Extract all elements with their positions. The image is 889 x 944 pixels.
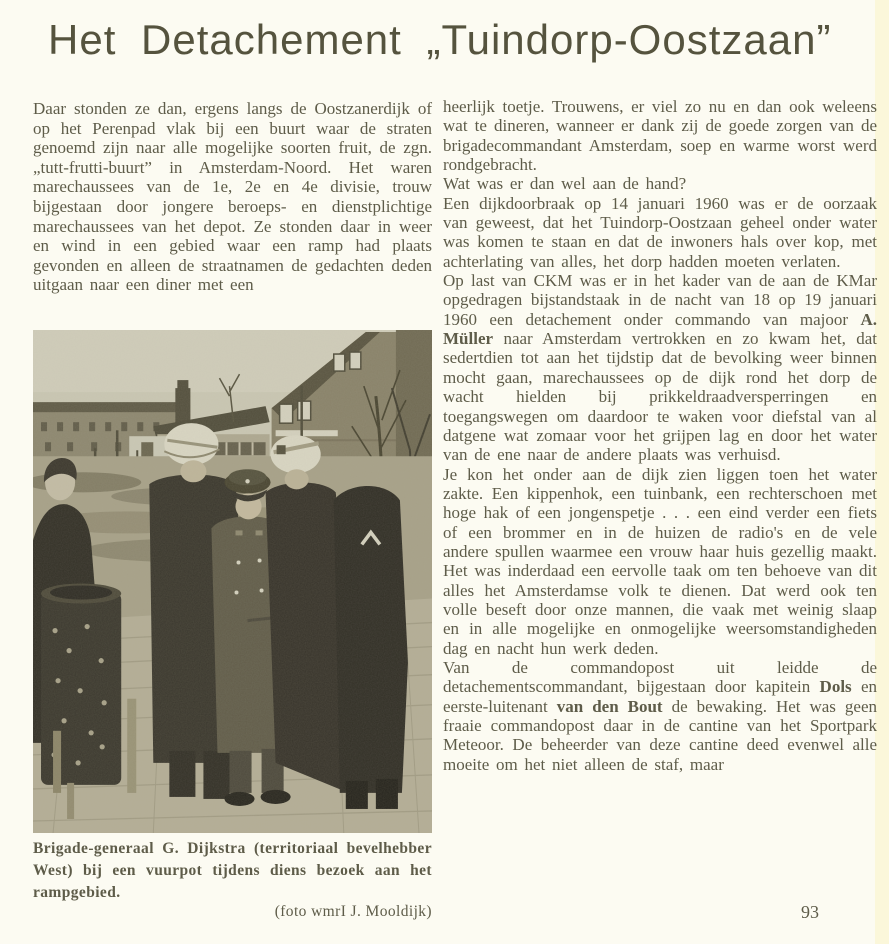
- paragraph: Het was inderdaad een eervolle taak om ten behoeve van dit alles het Amsterdamse volk te dienen. Dat werd ook ten volle beseft door onze mannen, die vaak met weinig slaap en in alle mogelijke en onmogelijke weersomstandigheden dag en nacht hun werk deden.: [443, 561, 877, 658]
- paragraph: Daar stonden ze dan, ergens langs de Oostzanerdijk of op het Perenpad vlak bij een buurt waar de straten genoemd zijn naar alle mogelijke soorten fruit, de zgn. „tutt-frutti-buurt” in Amsterdam-Noord. Het waren marechaussees van de 1e, 2e en 4e divisie, trouw bijgestaan door jongere beroeps- en dienstplichtige marechaussees van het depot. Ze stonden daar in weer en wind in een gebied waar een ramp had plaats gevonden en alleen de straatnamen de gedachten deden uitgaan naar een diner met een: [33, 99, 432, 295]
- paragraph: Op last van CKM was er in het kader van de aan de KMar opgedragen bijstandstaak in de nacht van 18 op 19 januari 1960 een detachement onder commando van majoor A. Müller naar Amsterdam vertrokken en zo kwam het, dat sedertdien tot aan het tijdstip dat de bevolking weer binnen mocht gaan, marechaussees op de dijk rond het dorp de wacht hielden bij prikkeldraadversperringen en toegangswegen om daardoor te waken voor diefstal van al datgene wat zomaar voor het grijpen lag en door het water van de ene naar de andere plaats was verhuisd.: [443, 271, 877, 465]
- article-title: Het Detachement „Tuindorp-Oostzaan”: [48, 16, 832, 63]
- page-edge-strip: [875, 0, 889, 944]
- photo-caption: Brigade-generaal G. Dijkstra (territoriaal bevelhebber West) bij een vuurpot tijdens diens bezoek aan het rampgebied.: [33, 840, 432, 901]
- photo-flood-scene: [33, 330, 432, 833]
- paragraph: Wat was er dan wel aan de hand?: [443, 174, 687, 194]
- left-column: [33, 99, 432, 295]
- right-column: [443, 97, 877, 774]
- photo-image: [33, 330, 432, 833]
- paragraph: Je kon het onder aan de dijk zien liggen toen het water zakte. Een kippenhok, een tuinbank, een rechterschoen met hoge hak of een jongenspetje . . . een eind verder een fiets of een brommer en in de huizen de radio's en de vele andere spullen waarmee een vrouw haar huis gezellig maakt.: [443, 464, 877, 561]
- paragraph: Van de commandopost uit leidde de detachementscommandant, bijgestaan door kapitein Dols en eerste-luitenant van den Bout de bewaking. Het was geen fraaie commandopost daar in de cantine van het Sportpark Meteoor. De beheerder van deze cantine deed evenwel alle moeite om het niet alleen de staf, maar: [443, 657, 877, 774]
- paragraph: Een dijkdoorbraak op 14 januari 1960 was er de oorzaak van geweest, dat het Tuindorp-Oostzaan geheel onder water was komen te staan en dat de inwoners hals over kop, met achterlating van alles, het dorp hadden moeten verlaten.: [443, 193, 877, 271]
- page-number: 93: [801, 902, 819, 922]
- photo-credit: (foto wmrI J. Mooldijk): [274, 903, 432, 920]
- paragraph: heerlijk toetje. Trouwens, er viel zo nu en dan ook weleens wat te dineren, wanneer er dank zij de goede zorgen van de brigadecommandant Amsterdam, soep en warme worst werd rondgebracht.: [443, 97, 877, 175]
